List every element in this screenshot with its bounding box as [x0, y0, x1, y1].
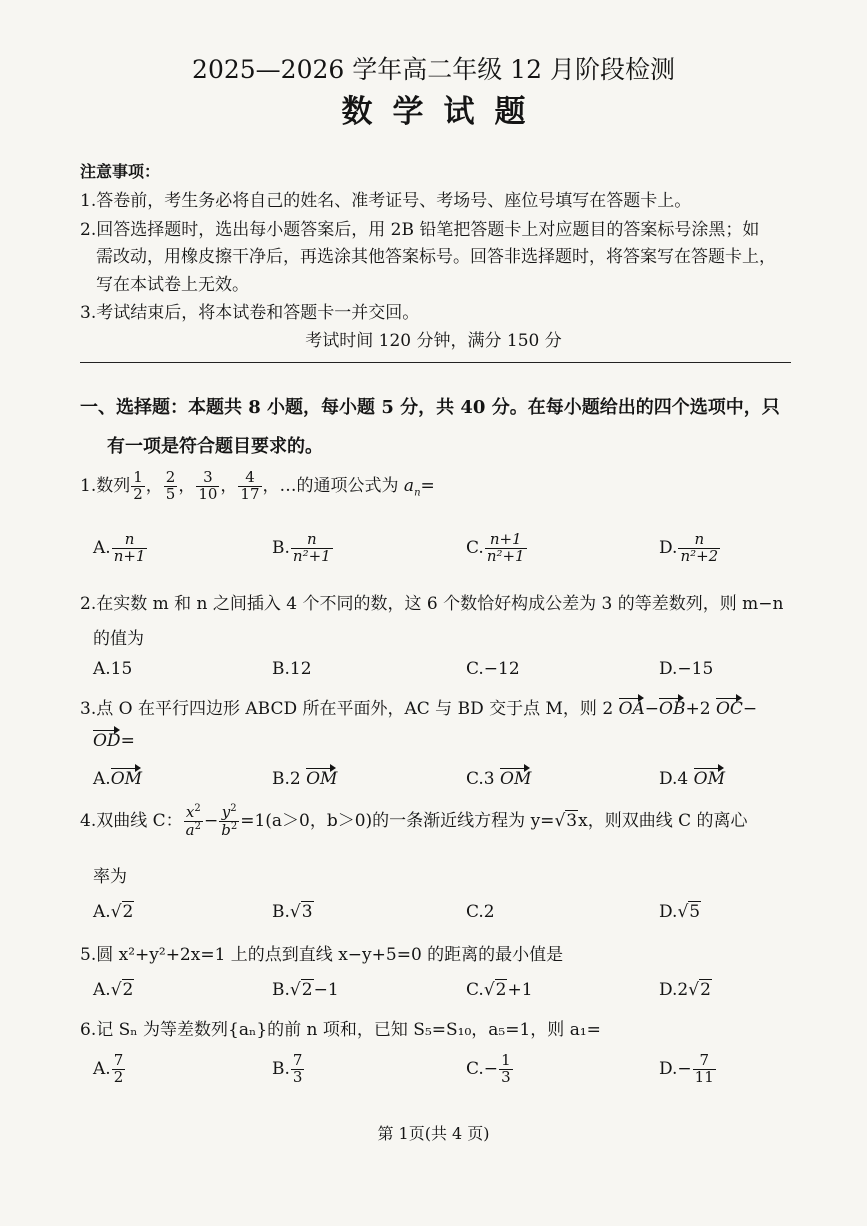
q2-option-c[interactable]: C.−12	[466, 659, 520, 679]
q3-option-d[interactable]: D.4 OM	[659, 766, 725, 789]
q4-option-a[interactable]: A.√2	[93, 902, 134, 922]
q6-option-a[interactable]: A. $\frac{7}{2}$	[93, 1051, 124, 1086]
q3-option-b[interactable]: B.2 OM	[272, 766, 337, 789]
question-4-line2: 率为	[93, 867, 127, 887]
exam-title: 2025—2026 学年高二年级 12 月阶段检测	[192, 55, 675, 84]
q1-option-d[interactable]: D. $\frac{n}{\text{n²+2}}$	[659, 530, 719, 565]
q1-prefix: 1.数列	[80, 475, 131, 496]
q5-option-a[interactable]: A.√2	[93, 980, 134, 1000]
question-4-line1: 4.双曲线 C： $\frac{x^2}{a^2}$ − $\frac{y^2}{b^2}$ =1(a＞0，b＞0)的一条渐近线方程为 y=√3x，则双曲线 C 的离心	[80, 803, 748, 839]
subject-title: 数学试题	[341, 94, 546, 130]
q1-frac-2: $\frac{2}{5}$	[165, 468, 176, 503]
note-2-line3: 写在本试卷上无效。	[96, 275, 249, 295]
divider-line	[80, 362, 791, 363]
q1-option-a[interactable]: A. $\frac{n}{n+1}$	[93, 530, 146, 565]
q1-suffix: ，…的通项公式为	[262, 475, 399, 496]
page-footer: 第 1页(共 4 页)	[377, 1124, 490, 1143]
q5-option-d[interactable]: D.2√2	[659, 980, 711, 1000]
q6-option-b[interactable]: B. $\frac{7}{3}$	[272, 1051, 303, 1086]
q2-option-a[interactable]: A.15	[93, 659, 133, 679]
question-3-line2: OD=	[93, 728, 135, 751]
q5-option-b[interactable]: B.√2−1	[272, 980, 339, 1000]
question-6: 6.记 Sₙ 为等差数列{aₙ}的前 n 项和，已知 S₅=S₁₀，a₅=1，则 a₁=	[80, 1020, 601, 1040]
note-3: 3.考试结束后，将本试卷和答题卡一并交回。	[80, 303, 420, 323]
q5-option-c[interactable]: C.√2+1	[466, 980, 533, 1000]
exam-info: 考试时间 120 分钟，满分 150 分	[305, 331, 562, 351]
note-2-line2: 需改动，用橡皮擦干净后，再选涂其他答案标号。回答非选择题时，将答案写在答题卡上，	[96, 247, 776, 267]
note-2-line1: 2.回答选择题时，选出每小题答案后，用 2B 铅笔把答题卡上对应题目的答案标号涂黑；如	[80, 220, 760, 240]
q3-option-c[interactable]: C.3 OM	[466, 766, 531, 789]
q1-frac-4: $\frac{4}{17}$	[240, 468, 260, 503]
q1-option-c[interactable]: C. $\frac{n+1}{\text{n²+1}}$	[466, 530, 525, 565]
q6-option-d[interactable]: D.− $\frac{7}{11}$	[659, 1051, 714, 1086]
section-heading-line2: 有一项是符合题目要求的。	[107, 436, 323, 457]
q4-option-c[interactable]: C.2	[466, 902, 495, 922]
q1-frac-1: $\frac{1}{2}$	[133, 468, 143, 503]
q2-option-d[interactable]: D.−15	[659, 659, 714, 679]
question-2-line2: 的值为	[93, 629, 144, 649]
section-heading-line1: 一、选择题：本题共 8 小题，每小题 5 分，共 40 分。在每小题给出的四个选项中，只	[80, 397, 780, 418]
question-5: 5.圆 x²+y²+2x=1 上的点到直线 x−y+5=0 的距离的最小值是	[80, 945, 564, 965]
q4-option-d[interactable]: D.√5	[659, 902, 701, 922]
notes-heading: 注意事项：	[80, 162, 161, 181]
q1-frac-3: $\frac{3}{10}$	[198, 468, 218, 503]
q1-option-b[interactable]: B. $\frac{n}{\text{n²+1}}$	[272, 530, 331, 565]
question-3-line1: 3.点 O 在平行四边形 ABCD 所在平面外，AC 与 BD 交于点 M，则 2 OA−OB+2 OC−	[80, 694, 757, 719]
q2-option-b[interactable]: B.12	[272, 659, 312, 679]
q3-option-a[interactable]: A.OM	[93, 766, 142, 789]
q6-option-c[interactable]: C.− $\frac{1}{3}$	[466, 1051, 511, 1086]
note-1: 1.答卷前，考生务必将自己的姓名、准考证号、考场号、座位号填写在答题卡上。	[80, 191, 692, 211]
question-1: 1.数列 $\frac{1}{2}$ ， $\frac{2}{5}$ ， $\frac{3}{10}$ ， $\frac{4}{17}$ ，…的通项公式为 $a_n=$	[80, 468, 435, 503]
question-2-line1: 2.在实数 m 和 n 之间插入 4 个不同的数，这 6 个数恰好构成公差为 3 的等差数列，则 m−n	[80, 594, 784, 614]
q4-option-b[interactable]: B.√3	[272, 902, 313, 922]
